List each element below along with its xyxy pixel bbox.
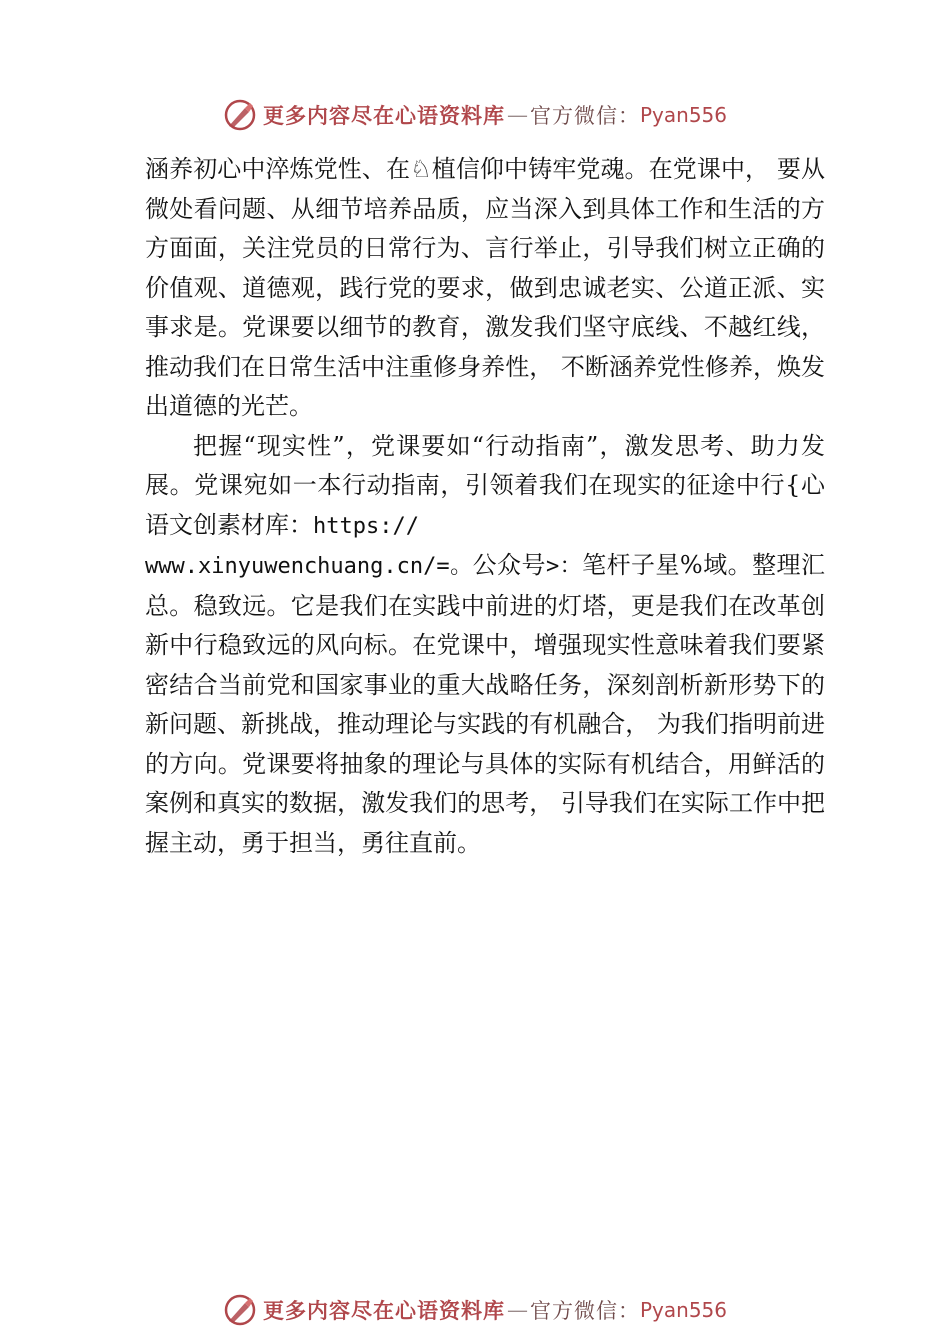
header-watermark [0,95,950,135]
paragraph-2-end: 笔杆子星%域。整理汇总。稳致远。它是我们在实践中前进的灯塔，更是我们在改革创新中行稳致远的风向标。在党课中，增强现实性意味着我们要紧密结合当前党和国家事业的重大战略任务，深刻剖析新形势下的新问题、新挑战，推动理论与实践的有机融合， 为我们指明前进的方向。党课要将抽象的理论与具体的实际有机结合，用鲜活的案例和真实的数据，激发我们的思考， 引导我们在实际工作中把握主动，勇于担当，勇往直前。 [145,551,826,857]
pen-nib-logo-icon [223,98,257,132]
wechat-label: 官方微信： [529,1299,640,1323]
footer-watermark [0,1290,950,1330]
separator: — [506,103,528,127]
official-account-label: 公众号 [472,551,546,579]
wechat-label: 官方微信： [529,104,640,128]
wechat-id: Pyan556 [639,103,727,127]
pen-nib-logo-icon [223,1293,257,1327]
document-body [145,150,825,863]
wechat-id: Pyan556 [639,1298,727,1322]
paragraph-1: 涵养初心中淬炼党性、在♘植信仰中铸牢党魂。在党课中， 要从微处看问题、从细节培养品质，应当深入到具体工作和生活的方方面面，关注党员的日常行为、言行举止，引导我们树立正确的价值观、道德观，践行党的要求，做到忠诚老实、公道正派、实事求是。党课要以细节的教育，激发我们坚守底线、不越红线，推动我们在日常生活中注重修身养性， 不断涵养党性修养，焕发出道德的光芒。 [145,155,825,420]
brand-text: 更多内容尽在心语资料库 [262,103,505,128]
source-url: https:// www.xinyuwenchuang.cn/=。 [145,513,473,579]
paragraph-2-start: 把握“现实性”，党课要如“行动指南”，激发思考、助力发展。党课宛如一本行动指南，引领着我们在现实的征途中行{心语文创素材库： [145,431,825,539]
paragraph-2 [145,427,825,864]
brand-text: 更多内容尽在心语资料库 [262,1298,505,1323]
gt-colon: >： [545,554,583,579]
separator: — [506,1298,528,1322]
